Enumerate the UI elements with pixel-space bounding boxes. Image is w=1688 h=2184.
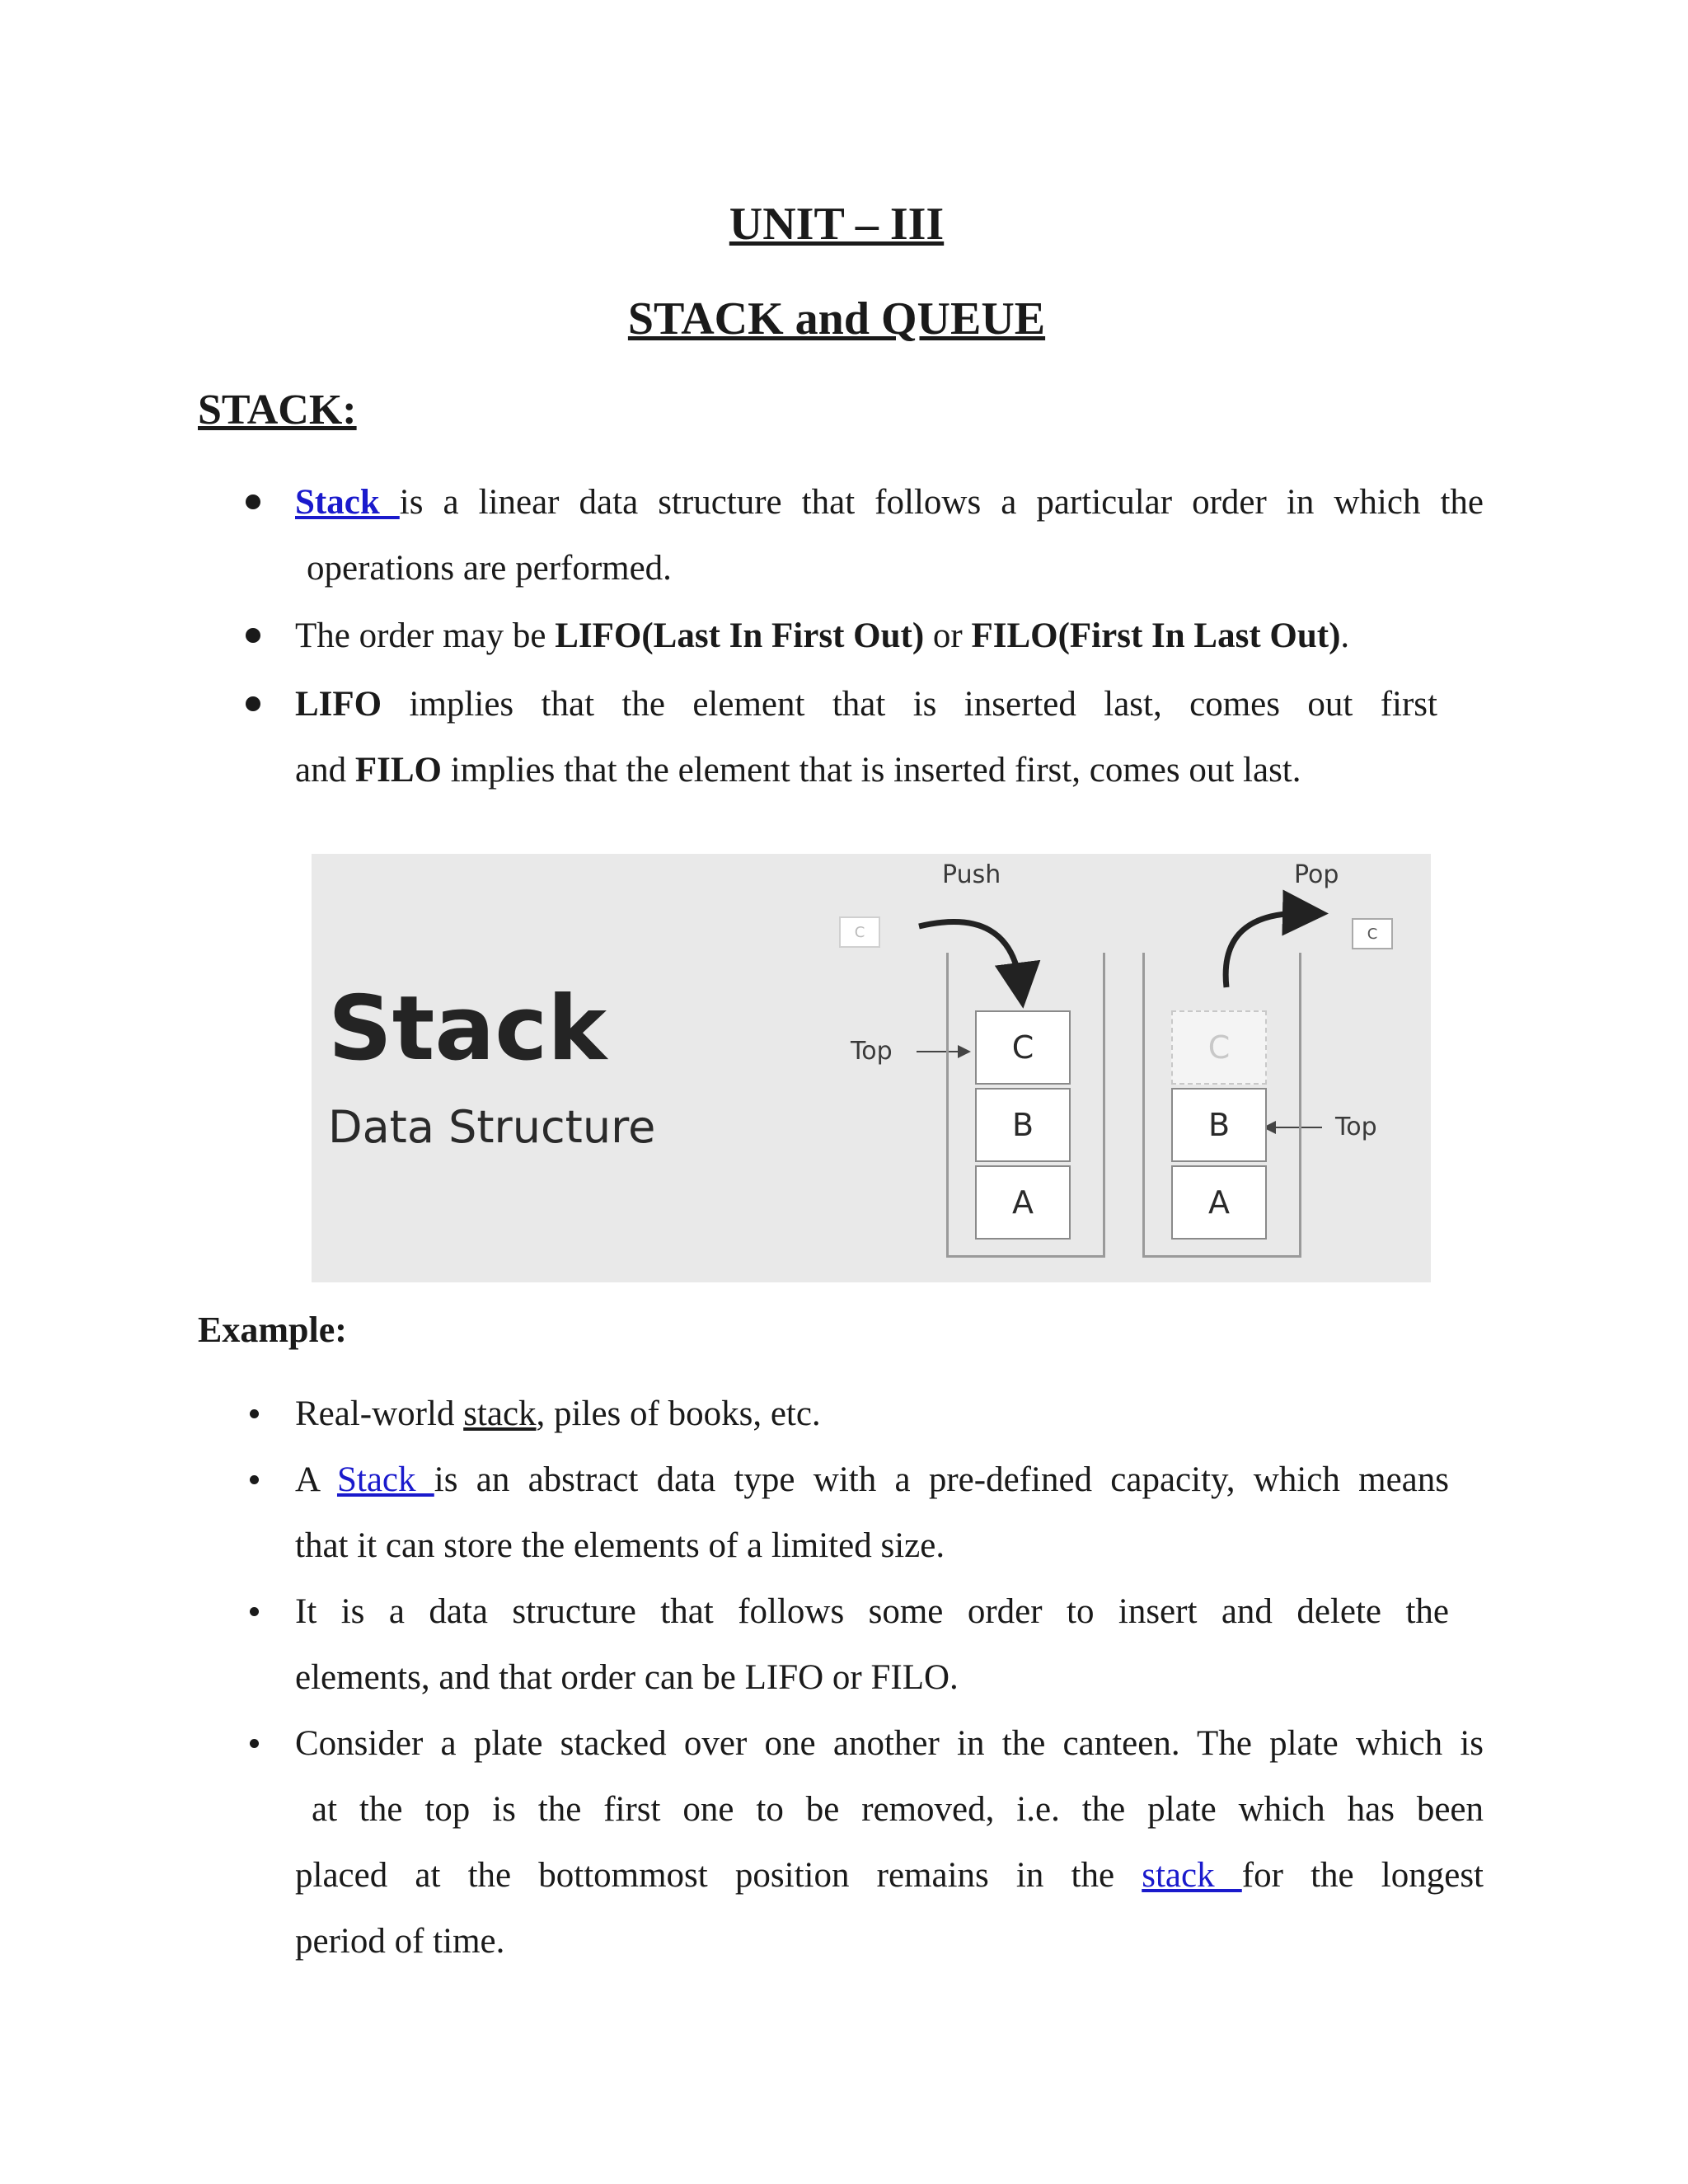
top-label-right: Top [1335, 1113, 1377, 1141]
right-stack-cell-removed: C [1171, 1010, 1267, 1085]
left-stack-cell: C [975, 1010, 1071, 1085]
bullet-line: Consider a plate stacked over one another in the canteen. The plate which is [295, 1724, 1484, 1763]
example-item-4 [198, 1711, 1484, 1975]
left-stack-cell: A [975, 1165, 1071, 1240]
bullet-dot-icon [250, 1607, 259, 1616]
example-item-1 [198, 1381, 1484, 1447]
bullet-line: Stack is a linear data structure that follows a particular order in which the [295, 483, 1484, 522]
bullet-dot-icon [250, 1475, 259, 1484]
stack-link[interactable]: Stack [295, 483, 400, 522]
bullet-line: It is a data structure that follows some order to insert and delete the [295, 1592, 1449, 1631]
bullet-line: and FILO implies that the element that is inserted first, comes out last. [295, 751, 1301, 790]
right-container-wall [1299, 953, 1301, 1258]
bullet-dot-icon [246, 696, 260, 711]
bullet-line: Real-world stack, piles of books, etc. [295, 1394, 821, 1433]
stack-bullet-1 [198, 470, 1484, 602]
bullet-dot-icon [250, 1739, 259, 1748]
bullet-line: at the top is the first one to be removed, i.e. the plate which has been [312, 1790, 1484, 1829]
bullet-line: A Stack is an abstract data type with a pre-defined capacity, which means [295, 1460, 1449, 1499]
left-stack-cell: B [975, 1088, 1071, 1162]
pop-label: Pop [1294, 860, 1339, 889]
push-label: Push [942, 860, 1001, 889]
bullet-dot-icon [246, 628, 260, 643]
left-container-wall [946, 953, 949, 1258]
right-container-wall [1142, 953, 1145, 1258]
diagram-subtitle: Data Structure [328, 1101, 656, 1153]
stack-diagram [312, 854, 1431, 1282]
stack-bullet-3 [198, 672, 1484, 804]
stack-heading: STACK: [198, 387, 357, 434]
bullet-dot-icon [246, 494, 260, 509]
example-item-3 [198, 1579, 1484, 1711]
left-container-wall [1103, 953, 1105, 1258]
diagram-title: Stack [328, 977, 607, 1080]
bullet-dot-icon [250, 1409, 259, 1418]
bullet-line: The order may be LIFO(Last In First Out) or FILO(First In Last Out). [295, 616, 1350, 655]
page-title: STACK and QUEUE [627, 293, 1046, 344]
example-item-2 [198, 1447, 1484, 1579]
stack-bullet-2 [198, 603, 1484, 669]
stack-link[interactable]: stack [1142, 1856, 1242, 1895]
left-container-base [946, 1255, 1105, 1258]
bullet-line: operations are performed. [307, 549, 672, 588]
stack-link[interactable]: Stack [336, 1460, 434, 1499]
unit-title: UNIT – III [729, 199, 945, 250]
bullet-line: that it can store the elements of a limited size. [295, 1526, 945, 1565]
push-arrow-icon [919, 922, 1020, 986]
bullet-line: placed at the bottommost position remains in the stack for the longest [295, 1856, 1484, 1895]
right-stack-cell: B [1171, 1088, 1267, 1162]
right-container-base [1142, 1255, 1301, 1258]
bullet-line: elements, and that order can be LIFO or FILO. [295, 1658, 959, 1697]
top-label-left: Top [851, 1037, 893, 1066]
incoming-item: C [839, 916, 880, 948]
outgoing-item: C [1352, 918, 1393, 949]
right-stack-cell: A [1171, 1165, 1267, 1240]
pop-arrow-icon [1226, 913, 1306, 987]
example-heading: Example: [198, 1310, 347, 1350]
bullet-line: LIFO implies that the element that is inserted last, comes out first [295, 685, 1437, 724]
bullet-line: period of time. [295, 1922, 505, 1961]
